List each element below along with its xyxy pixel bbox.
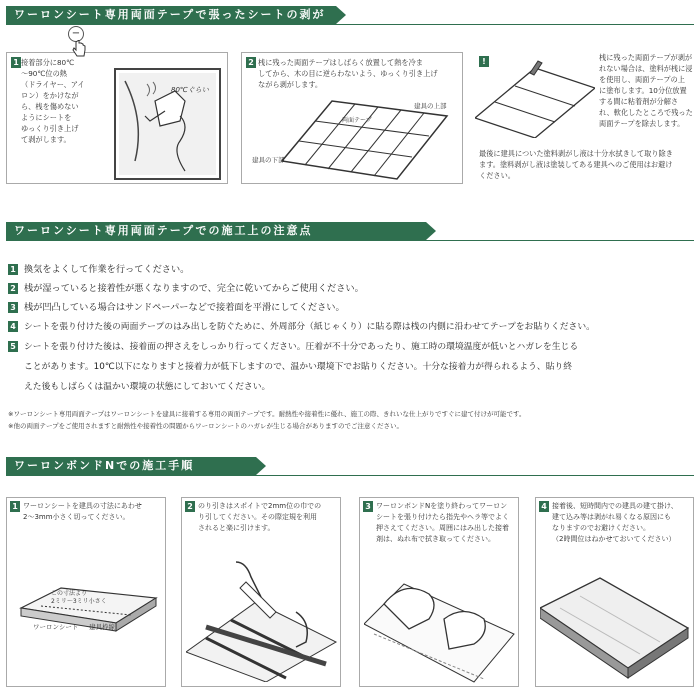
frame-line-label: 建具枠線 — [89, 623, 115, 631]
bond-step-4-panel — [535, 497, 694, 687]
step-text: のり引きはスポイトで2mm位の巾での り引してください。その際定規を利用 されると楽に引けます。 — [198, 502, 322, 532]
step-text: 桟に残った両面テープはしばらく放置して熱を冷ま してから、木の目に逆らわないよう、ゆっくり引き上げ ながら剥がします。 — [258, 58, 438, 89]
item-number: 1 — [8, 264, 18, 275]
bottom-of-fitting-label: 建具の下部 — [252, 156, 285, 164]
list-item-continued — [8, 357, 698, 377]
step-text: 接着部分に80℃ ～90℃位の熱 （ドライヤー、アイ ロン）をかけなが ら、桟を傷めない ようにシートを ゆっくり引き上げ て剥がします。 — [21, 58, 85, 144]
footnote-1: ※ワーロンシート専用両面テープはワーロンシートを建具に接着する専用の両面テープです。耐熱性や接着性に優れ、施工の際、きれいな仕上がりですぐに建て付けが可能です。 — [8, 410, 526, 418]
item-number: 5 — [8, 341, 18, 352]
warning-text-bottom: 最後に建具についた塗料剥がし液は十分水拭きして取り除き ます。塗料剥がし液は塗装してある建具へのご使用はお避け ください。 — [479, 149, 673, 180]
bond-step-1-panel — [6, 497, 166, 687]
step-number: 2 — [246, 57, 256, 68]
tape-label: 両面テープ — [342, 117, 372, 124]
dimension-label: この寸法より — [51, 590, 88, 597]
top-of-fitting-label: 建具の上部 — [414, 102, 447, 110]
press-sheet-illustration — [364, 564, 516, 684]
section3-title: ワーロンボンドNでの施工手順 — [6, 457, 256, 475]
removal-step-2-panel — [241, 52, 463, 184]
step-number: 1 — [11, 57, 21, 68]
list-item — [8, 298, 698, 317]
item-text: 換気をよくして作業を行ってください。 — [24, 264, 190, 275]
heat-gun-illustration — [105, 61, 225, 181]
step-text: ワーロンボンドNを塗り終わってワーロン シートを張り付けたら指先やヘラ等でよく 押さえてください。周囲にはみ出した接着 剤は、ぬれ布で拭き取ってください。 — [376, 502, 509, 543]
glue-line-illustration — [186, 542, 338, 682]
hand-cursor-icon — [72, 40, 86, 58]
solvent-brush-illustration — [475, 58, 595, 138]
section1-title: ワーロンシート専用両面テープで張ったシートの剥がし方 — [6, 6, 336, 24]
list-item — [8, 279, 698, 298]
item-text: ことがあります。10℃以下になりますと接着力が低下しますので、温かい環境下でお貼りください。十分な接着力が得られるよう、貼り終 — [24, 362, 573, 372]
step-number: 2 — [185, 501, 195, 512]
removal-step-1-panel — [6, 52, 228, 184]
minus-icon: − — [71, 28, 81, 39]
bond-step-2-panel — [181, 497, 341, 687]
step-number: 4 — [539, 501, 549, 512]
item-text: シートを張り付けた後は、接着面の押さえをしっかり行ってください。圧着が不十分であったり、施工時の環境温度が低いとハガレを生じる — [24, 342, 579, 352]
list-item — [8, 337, 698, 357]
item-text: 桟が凹凸している場合はサンドペーパーなどで接着面を平滑にしてください。 — [24, 302, 345, 313]
list-item-continued — [8, 377, 698, 397]
section3-rule — [6, 475, 694, 476]
item-text: 桟が湿っていると接着性が悪くなりますので、完全に乾いてからご使用ください。 — [24, 283, 364, 294]
warning-number: ! — [479, 56, 489, 67]
dimension-label: 2ミリ～3ミリ小さく — [51, 598, 107, 605]
section1-rule — [6, 24, 694, 25]
temperature-label: 80℃ぐらい — [171, 86, 209, 94]
list-item — [8, 260, 698, 279]
precautions-list — [8, 260, 698, 397]
sheet-label: ワーロンシート — [33, 623, 79, 631]
footnote-2: ※他の両面テープをご使用されますと耐熱性や接着性の問題からワーロンシートのハガレが生じる場合がありますのでご注意ください。 — [8, 422, 403, 430]
item-number: 4 — [8, 321, 18, 332]
section2-rule — [6, 240, 694, 241]
step-text: ワーロンシートを建具の寸法にあわせ 2～3mm小さく切ってください。 — [23, 502, 142, 521]
item-number: 3 — [8, 302, 18, 313]
removal-step-3-panel — [475, 52, 695, 184]
warning-text: 桟に残った両面テープが剥が れない場合は、塗料が桟に浸 を使用し、両面テープの上 に塗布します。10分位放置 する間に粘着剤が分解さ れ、軟化したところで残った 両面テープを除去します。 — [599, 53, 693, 128]
bond-step-3-panel — [359, 497, 519, 687]
item-number: 2 — [8, 283, 18, 294]
list-item — [8, 317, 698, 337]
section2-title: ワーロンシート専用両面テープでの施工上の注意点 — [6, 222, 426, 240]
flat-drying-illustration — [540, 568, 690, 680]
step-number: 3 — [363, 501, 373, 512]
item-text: えた後もしばらくは温かい環境の状態にしておいてください。 — [24, 382, 271, 392]
item-text: シートを張り付けた後の両面テープのはみ出しを防ぐために、外周部分（紙じゃくり）に貼る際は桟の内側に沿わせてテープをお貼りください。 — [24, 322, 595, 332]
step-number: 1 — [10, 501, 20, 512]
step-text: 接着後、短時間内での建具の建て掛け、 建て込み等は剥がれ易くなる原因にも なりますのでお避けください。 （2時間位はねかせておいてください） — [552, 502, 678, 543]
